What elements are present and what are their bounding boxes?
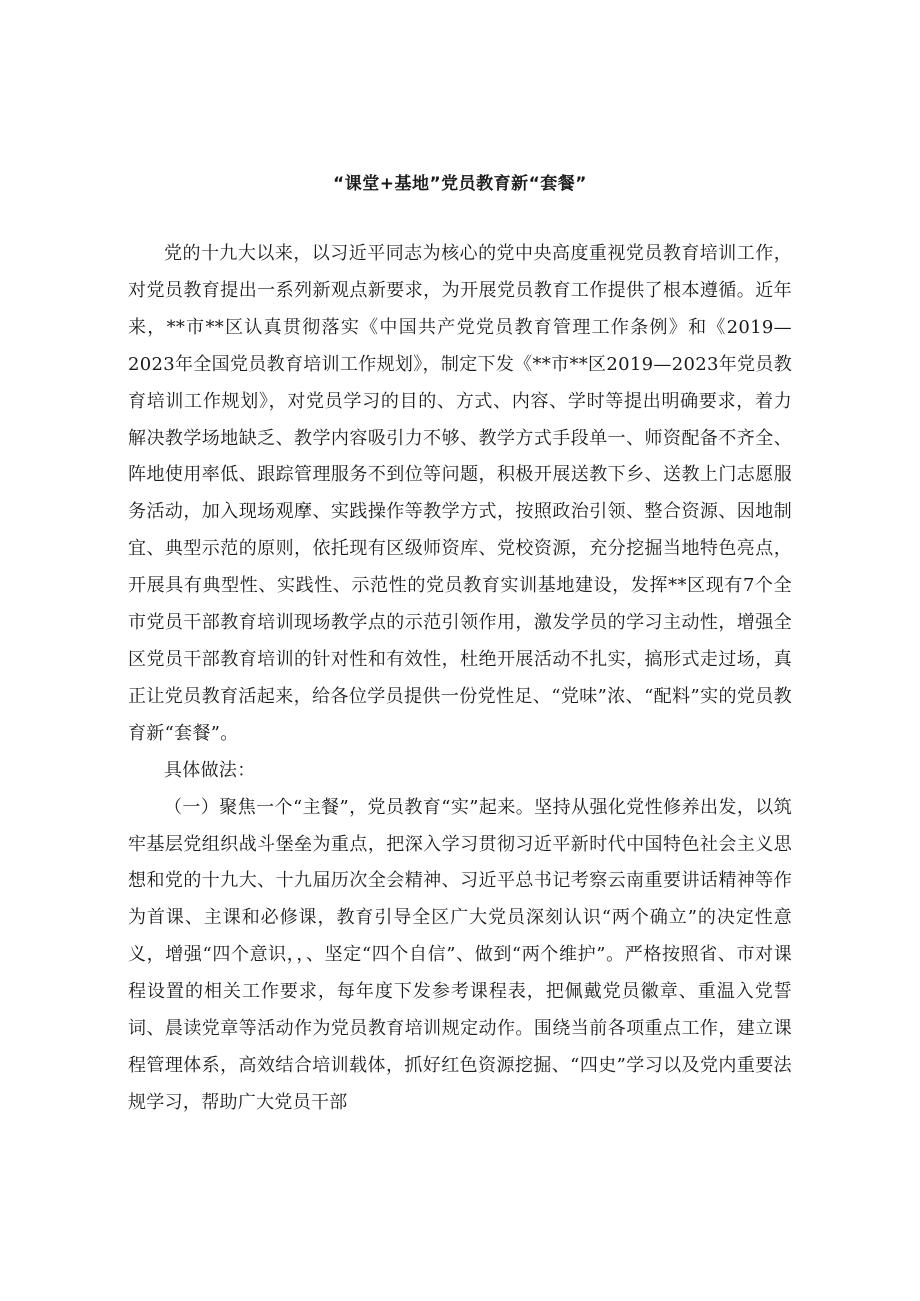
paragraph-intro: 党的十九大以来，以习近平同志为核心的党中央高度重视党员教育培训工作，对党员教育提出一系列新观点新要求，为开展党员教育工作提供了根本遵循。近年来，**市**区认真贯彻落实《中国共产党党员教育管理工作条例》和《2019—2023年全国党员教育培训工作规划》，制定下发《**市**区2019—2023年党员教育培训工作规划》，对党员学习的目的、方式、内容、学时等提出明确要求，着力解决教学场地缺乏、教学内容吸引力不够、教学方式手段单一、师资配备不齐全、阵地使用率低、跟踪管理服务不到位等问题，积极开展送教下乡、送教上门志愿服务活动，加入现场观摩、实践操作等教学方式，按照政治引领、整合资源、因地制宜、典型示范的原则，依托现有区级师资库、党校资源，充分挖掘当地特色亮点，开展具有典型性、实践性、示范性的党员教育实训基地建设，发挥**区现有7个全市党员干部教育培训现场教学点的示范引领作用，激发学员的学习主动性，增强全区党员干部教育培训的针对性和有效性，杜绝开展活动不扎实，搞形式走过场，真正让党员教育活起来，给各位学员提供一份党性足、“党味”浓、“配料”实的党员教育新“套餐”。	[128, 243, 792, 744]
paragraph-methods-heading: 具体做法：	[164, 759, 256, 781]
paragraph-section-one: （一）聚焦一个“主餐”，党员教育“实”起来。坚持从强化党性修养出发，以筑牢基层党组织战斗堡垒为重点，把深入学习贯彻习近平新时代中国特色社会主义思想和党的十九大、十九届历次全会精神、习近平总书记考察云南重要讲话精神等作为首课、主课和必修课，教育引导全区广大党员深刻认识“两个确立”的决定性意义，增强“四个意识，，、坚定“四个自信”、做到“两个维护”。严格按照省、市对课程设置的相关工作要求，每年度下发参考课程表，把佩戴党员徽章、重温入党誓词、晨读党章等活动作为党员教育培训规定动作。围绕当前各项重点工作，建立课程管理体系，高效结合培训载体，抓好红色资源挖掘、“四史”学习以及党内重要法规学习，帮助广大党员干部	[128, 796, 792, 1113]
document-title: “课堂+基地”党员教育新“套餐”	[333, 174, 587, 194]
document-body	[128, 236, 792, 1122]
